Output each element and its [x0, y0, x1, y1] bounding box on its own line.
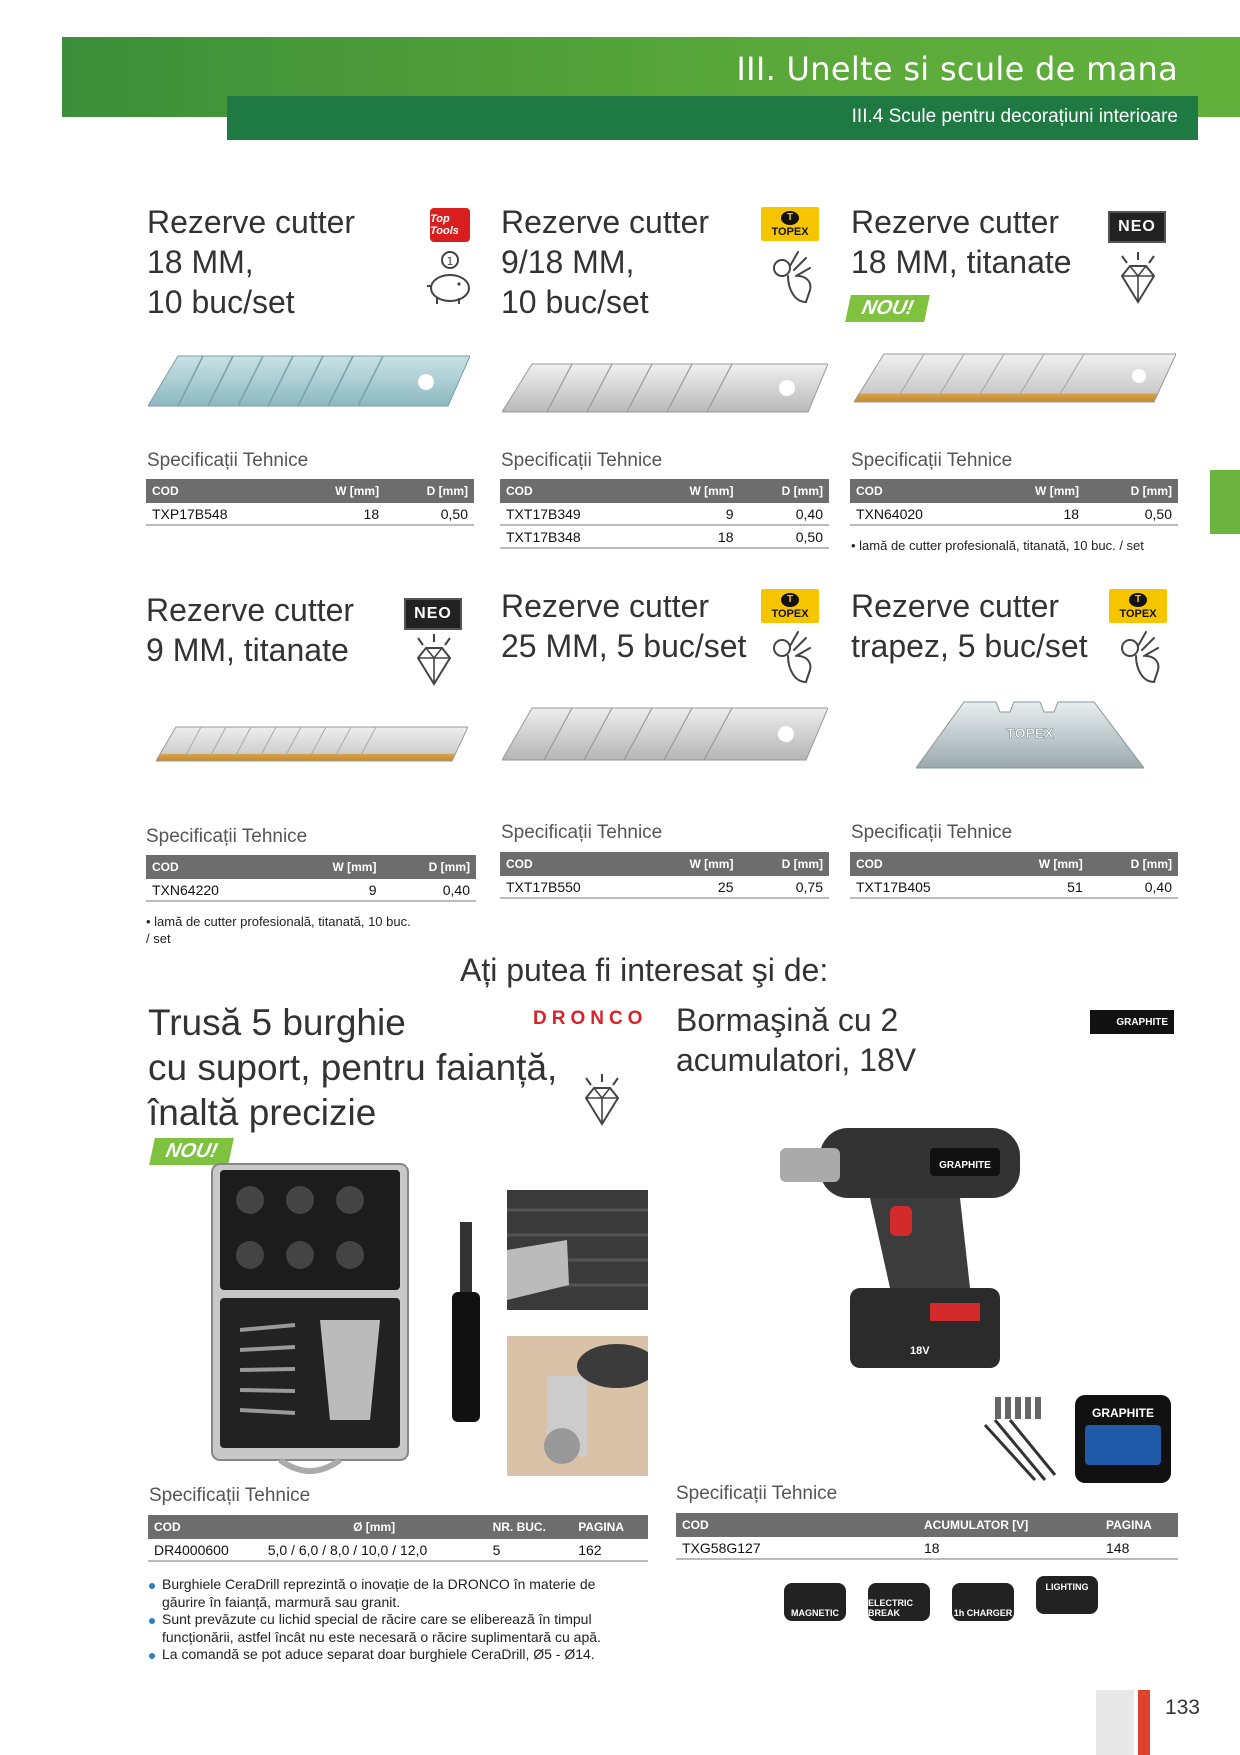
col-header: COD [148, 1515, 262, 1539]
spec-table [850, 479, 1178, 526]
spec-table [146, 855, 476, 902]
table-row: TXT17B348 18 0,50 [500, 525, 829, 548]
blade-image [502, 360, 828, 416]
svg-text:18V: 18V [910, 1345, 930, 1357]
svg-text:TOPEX: TOPEX [1006, 725, 1054, 741]
drill-case-image [210, 1160, 410, 1480]
section-title: III.4 Scule pentru decorațiuni interioare [851, 106, 1178, 127]
new-badge: NOU! [845, 295, 930, 322]
col-header: Ø [mm] [262, 1515, 487, 1539]
col-header: W [mm] [284, 855, 382, 879]
col-header: PAGINA [1100, 1513, 1178, 1537]
spec-label: Specificații Tehnice [149, 1485, 311, 1506]
col-header: COD [850, 852, 995, 876]
svg-text:1: 1 [446, 255, 454, 268]
ok-hand-icon [1116, 628, 1162, 686]
side-tab [1210, 470, 1240, 534]
section-band [227, 96, 1198, 140]
topex-logo: T TOPEX [1109, 589, 1167, 623]
spec-label: Specificații Tehnice [501, 822, 663, 843]
product-note: • lamă de cutter profesională, titanată, 10 buc. / set [146, 914, 411, 946]
neo-logo: NEO [1108, 211, 1166, 243]
drill-bit-image [446, 1222, 486, 1422]
spec-table [850, 852, 1178, 899]
table-row: TXT17B349 9 0,40 [500, 503, 829, 525]
table-row: TXN64020 18 0,50 [850, 503, 1178, 525]
blade-image [916, 698, 1144, 770]
product-title: Rezerve cutter 25 MM, 5 buc/set [501, 588, 747, 664]
list-item: La comandă se pot aduce separat doar burghiele CeraDrill, Ø5 - Ø14. [148, 1646, 628, 1664]
diamond-icon [578, 1072, 626, 1130]
product-title: Rezerve cutter 18 MM, titanate [851, 204, 1072, 280]
col-header: COD [676, 1513, 918, 1537]
product-note: • lamă de cutter profesională, titanată, 10 buc. / set [851, 538, 1144, 553]
col-header: COD [146, 855, 284, 879]
blade-image [156, 725, 468, 763]
table-row: TXG58G127 18 148 [676, 1537, 1178, 1559]
table-row: DR4000600 5,0 / 6,0 / 8,0 / 10,0 / 12,0 5 162 [148, 1539, 648, 1561]
lighting-feature-icon: LIGHTING [1036, 1576, 1098, 1614]
graphite-logo: GRAPHITE [1090, 1010, 1174, 1034]
col-header: D [mm] [385, 479, 474, 503]
table-row: TXN64220 9 0,40 [146, 879, 476, 901]
svg-text:GRAPHITE: GRAPHITE [1091, 1406, 1155, 1420]
col-header: COD [500, 479, 646, 503]
col-header: PAGINA [572, 1515, 648, 1539]
spec-label: Specificații Tehnice [146, 826, 308, 847]
holder-photo [507, 1336, 648, 1476]
col-header: ACUMULATOR [V] [918, 1513, 1100, 1537]
spec-table [676, 1513, 1178, 1560]
table-row: TXP17B548 18 0,50 [146, 503, 474, 525]
col-header: D [mm] [1089, 852, 1178, 876]
chapter-title: III. Unelte si scule de mana [736, 50, 1178, 88]
spec-label: Specificații Tehnice [851, 822, 1013, 843]
ok-hand-icon [768, 248, 814, 306]
col-header: W [mm] [988, 479, 1086, 503]
tile-drilling-photo [507, 1190, 648, 1310]
charger-feature-icon: 1h CHARGER [952, 1583, 1014, 1621]
product-title: Bormaşină cu 2 acumulatori, 18V [676, 1002, 917, 1078]
blade-image [854, 352, 1176, 406]
table-row: TXT17B550 25 0,75 [500, 876, 829, 898]
spec-label: Specificații Tehnice [147, 450, 309, 471]
spec-label: Specificații Tehnice [851, 450, 1013, 471]
page-number: 133 [1164, 1696, 1200, 1719]
svg-text:GRAPHITE: GRAPHITE [939, 1160, 991, 1171]
piggy-bank-icon [425, 250, 475, 310]
spec-table [500, 852, 829, 899]
col-header: COD [500, 852, 646, 876]
product-title: Rezerve cutter trapez, 5 buc/set [851, 588, 1088, 664]
ok-hand-icon [768, 628, 814, 686]
drill-image [780, 1108, 1040, 1390]
col-header: COD [850, 479, 988, 503]
magnetic-feature-icon: MAGNETIC [784, 1583, 846, 1621]
col-header: W [mm] [646, 479, 740, 503]
list-item: Sunt prevăzute cu lichid special de răcire care se eliberează în timpul funcționării, astfel încât nu este necesară o răcire suplimentară cu apă. [148, 1611, 628, 1646]
col-header: W [mm] [292, 479, 385, 503]
col-header: D [mm] [739, 479, 829, 503]
spec-table [146, 479, 474, 526]
table-row: TXT17B405 51 0,40 [850, 876, 1178, 898]
new-badge: NOU! [149, 1138, 234, 1165]
topex-logo: T TOPEX [761, 589, 819, 623]
blade-image [148, 352, 470, 410]
col-header: D [mm] [739, 852, 829, 876]
product-title: Rezerve cutter 9 MM, titanate [146, 592, 355, 668]
spec-table [500, 479, 829, 549]
neo-logo: NEO [404, 598, 462, 630]
accessories-image [975, 1385, 1175, 1490]
list-item: Burghiele CeraDrill reprezintă o inovație de la DRONCO în materie de găurire în faianță, marmură sau granit. [148, 1576, 628, 1611]
toptools-logo: Top Tools [430, 208, 470, 242]
col-header: W [mm] [646, 852, 740, 876]
spec-label: Specificații Tehnice [501, 450, 663, 471]
product-title: Trusă 5 burghie cu suport, pentru faianță, înaltă precizie [148, 1002, 558, 1133]
col-header: NR. BUC. [487, 1515, 573, 1539]
spec-label: Specificații Tehnice [676, 1483, 838, 1504]
dronco-logo: DRONCO [533, 1008, 648, 1029]
col-header: D [mm] [1085, 479, 1178, 503]
electric-break-feature-icon: ELECTRIC BREAK [868, 1583, 930, 1621]
interest-heading: Ați putea fi interesat şi de: [460, 952, 829, 988]
product-title: Rezerve cutter 9/18 MM, 10 buc/set [501, 204, 710, 320]
product-title: Rezerve cutter 18 MM, 10 buc/set [147, 204, 356, 320]
blade-image [502, 704, 828, 764]
diamond-icon [410, 632, 458, 690]
col-header: COD [146, 479, 292, 503]
diamond-icon [1114, 250, 1162, 308]
footer-bar [1096, 1690, 1134, 1755]
col-header: W [mm] [995, 852, 1089, 876]
col-header: D [mm] [382, 855, 476, 879]
topex-logo: T TOPEX [761, 207, 819, 241]
spec-table [148, 1515, 648, 1562]
footer-accent [1138, 1690, 1150, 1755]
feature-list [148, 1576, 628, 1664]
